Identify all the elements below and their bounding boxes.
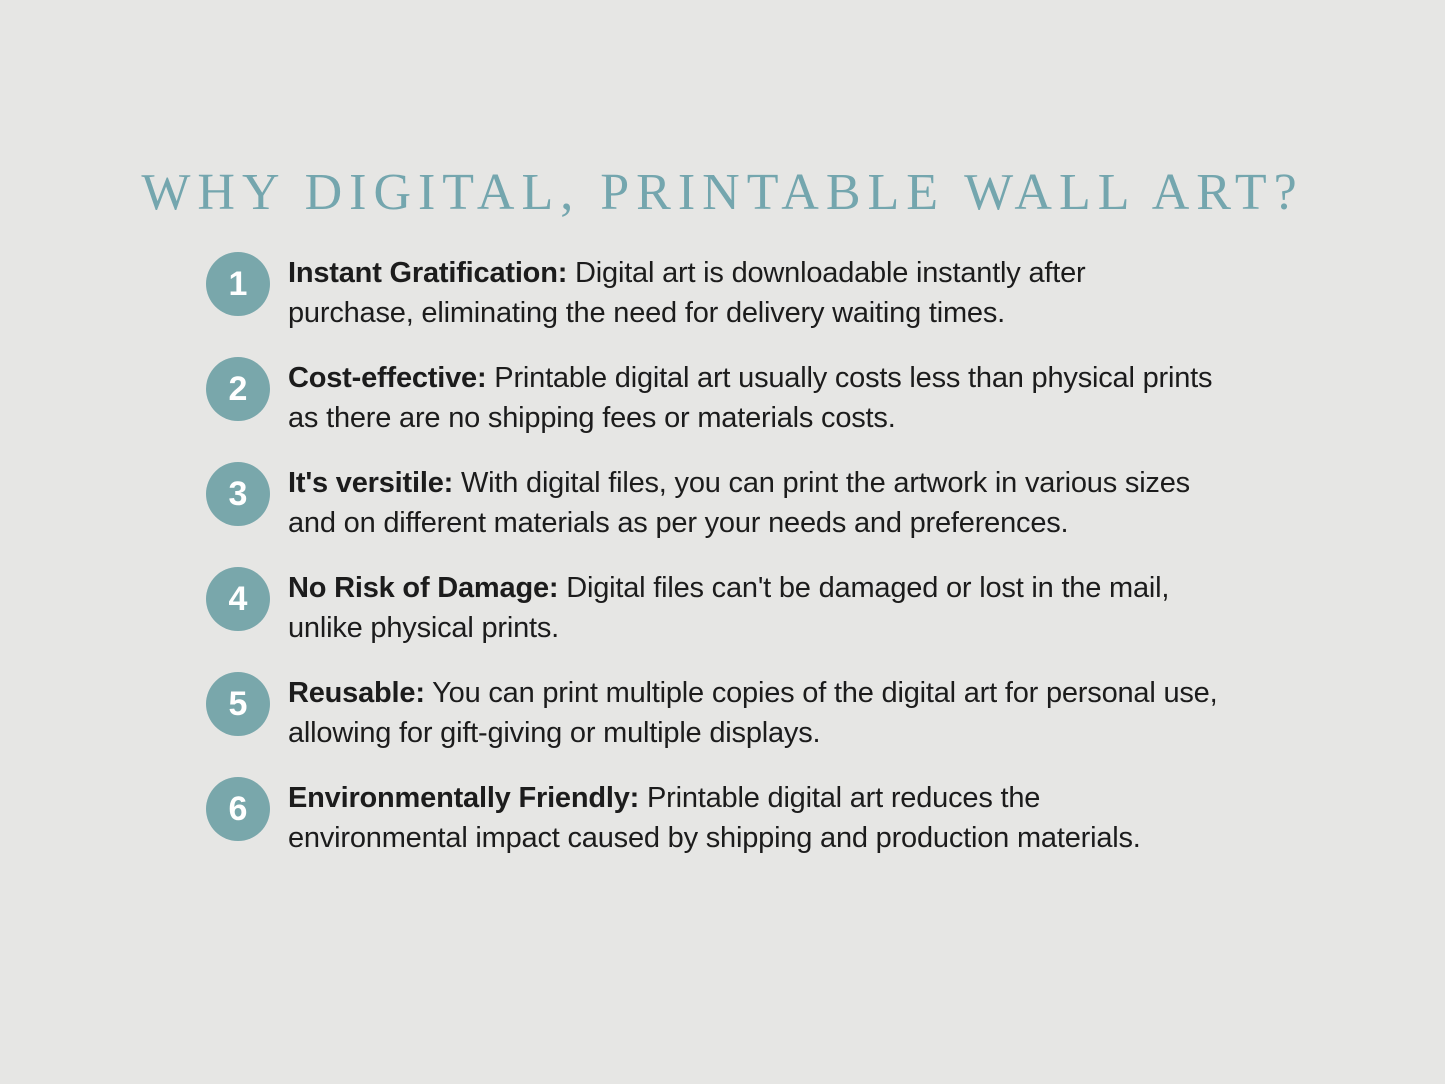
list-item [206, 462, 1236, 543]
item-description: Printable digital art reduces the environmental impact caused by shipping and production materials. [288, 782, 1141, 854]
list-item [206, 672, 1236, 753]
item-number: 4 [228, 580, 248, 618]
item-label: Cost-effective: [288, 362, 487, 394]
item-label: It's versitile: [288, 467, 454, 499]
item-number-badge [206, 357, 270, 421]
item-number: 5 [228, 685, 248, 723]
item-number-badge [206, 777, 270, 841]
item-text-block [288, 357, 1218, 438]
item-number-badge [206, 462, 270, 526]
item-description: Printable digital art usually costs less than physical prints as there are no shipping fees or materials costs. [288, 362, 1213, 434]
item-label: Reusable: [288, 677, 425, 709]
page-title: WHY DIGITAL, PRINTABLE WALL ART? [141, 163, 1304, 221]
item-text-block [288, 672, 1218, 753]
item-description: With digital files, you can print the artwork in various sizes and on different materials as per your needs and preferences. [288, 467, 1190, 539]
benefits-list [206, 252, 1236, 882]
item-number-badge [206, 252, 270, 316]
item-text-block [288, 567, 1218, 648]
item-number: 6 [228, 790, 248, 828]
item-description: Digital files can't be damaged or lost in the mail, unlike physical prints. [288, 572, 1170, 644]
item-description: Digital art is downloadable instantly after purchase, eliminating the need for delivery waiting times. [288, 257, 1086, 329]
list-item [206, 567, 1236, 648]
item-number-badge [206, 672, 270, 736]
item-label: Environmentally Friendly: [288, 782, 640, 814]
item-number: 1 [228, 265, 248, 303]
list-item [206, 777, 1236, 858]
list-item [206, 357, 1236, 438]
item-text-block [288, 777, 1218, 858]
item-label: No Risk of Damage: [288, 572, 559, 604]
item-text-block [288, 252, 1218, 333]
item-number: 3 [228, 475, 248, 513]
item-number: 2 [228, 370, 248, 408]
list-item [206, 252, 1236, 333]
item-description: You can print multiple copies of the digital art for personal use, allowing for gift-giving or multiple displays. [288, 677, 1218, 749]
item-label: Instant Gratification: [288, 257, 568, 289]
item-text-block [288, 462, 1218, 543]
item-number-badge [206, 567, 270, 631]
